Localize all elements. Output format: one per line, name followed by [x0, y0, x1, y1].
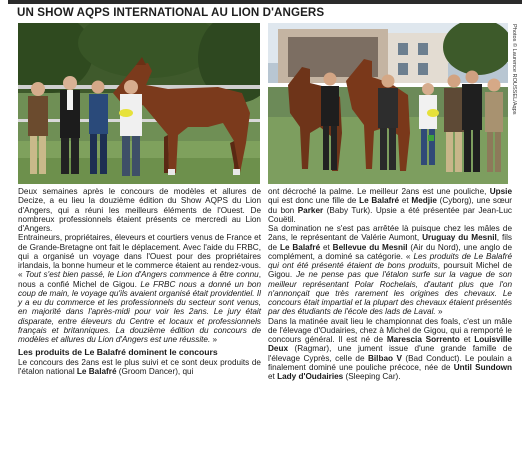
top-rule: [8, 0, 522, 4]
photo-credit-text: Photos © Laurence ROUSSEL/Aqps: [511, 24, 517, 115]
text-column-left: [18, 187, 261, 376]
photo-right-image: [268, 23, 508, 184]
paragraph-upsie: ont décroché la palme. Le meilleur 2ans est une pouliche, Upsie qui est donc une fille de Le Balafré et Medjie (Cyborg), une sœur du bon Parker (Baby Turk). Upsie a été présentée par Jean-Luc Couëtil.: [268, 187, 512, 224]
photo-left-image: [18, 23, 260, 184]
paragraph-visitors: Entraineurs, propriétaires, éleveurs et courtiers venus de France et de Grande-Bretagne ont fait le déplacement. Avec l'aide du FRBC, qui a organisé un voyage dans l'Ouest pour des propriétaires irlandais, la bonne humeur et le commerce étaient au rendez-vous. « Tout s'est bien passé, le Lion d'Angers commence à être connu, nous a confié Michel de Gigou. Le FRBC nous a donné un bon coup de main, le voyage qu'ils avaient organisé était providentiel. Il y a eu du commerce et les professionnels du secteur sont venus, en majorité dans l'après-midi pour voir les 2ans. Le jury était disparate, entre éleveurs du Centre et locaux et professionnels français et britanniques. La douzième édition du concours de modèles et allures du Lion d'Angers est une réussite. »: [18, 233, 261, 344]
paragraph-intro: Deux semaines après le concours de modèles et allures de Decize, a eu lieu la douzième édition du Show AQPS du Lion d'Angers, qui a réuni les meilleurs éléments de l'Ouest. De nombreux professionnels étaient présents ce mercredi au Lion d'Angers.: [18, 187, 261, 233]
photo-left: [18, 23, 260, 184]
paragraph-balafre: Le concours des 2ans est le plus suivi et ce sont deux produits de l'étalon national Le Balafré (Groom Dancer), qui: [18, 357, 261, 376]
text-column-right: [268, 187, 512, 381]
photo-right: [268, 23, 508, 184]
paragraph-foals: Dans la matinée avait lieu le championnat des foals, c'est un mâle de l'élevage d'Oudairies, chez à Michel de Gigou, qui a remporté le concours général. Il est né de Marescia Sorrento et Louisville Deux (Ragmar), une jument issue d'une grande famille de l'élevage Cyprès, celle de Bilbao V (Bad Conduct). Le poulain a finalement dominé une pouliche précoce, née de Until Sundown et Lady d'Oudairies (Sleeping Car).: [268, 316, 512, 381]
article-headline: UN SHOW AQPS INTERNATIONAL AU LION D'ANGERS: [17, 6, 325, 19]
paragraph-uruguay: Sa domination ne s'est pas arrêtée là puisque chez les mâles de 2ans, le représentant de Valérie Aumont, Uruguay du Mesnil, fils de Le Balafré et Bellevue du Mesnil (Air du Nord), une anglo de complément, a dominé sa catégorie. « Les produits de Le Balafré qui ont été présenté étaient de bons produits, poursuit Michel de Gigou. Je ne pense pas que l'étalon surfe sur la vague de son meilleur représentant Polar Rochelais, d'autant plus que l'on n'annonçait que très rarement les origines des chevaux. Le concours était impartial et la plupart des chevaux étaient présentés par des étudiants de l'école des lads de Laval. »: [268, 224, 512, 317]
subheading: Les produits de Le Balafré dominent le concours: [18, 347, 218, 358]
photo-credit: [509, 24, 519, 184]
